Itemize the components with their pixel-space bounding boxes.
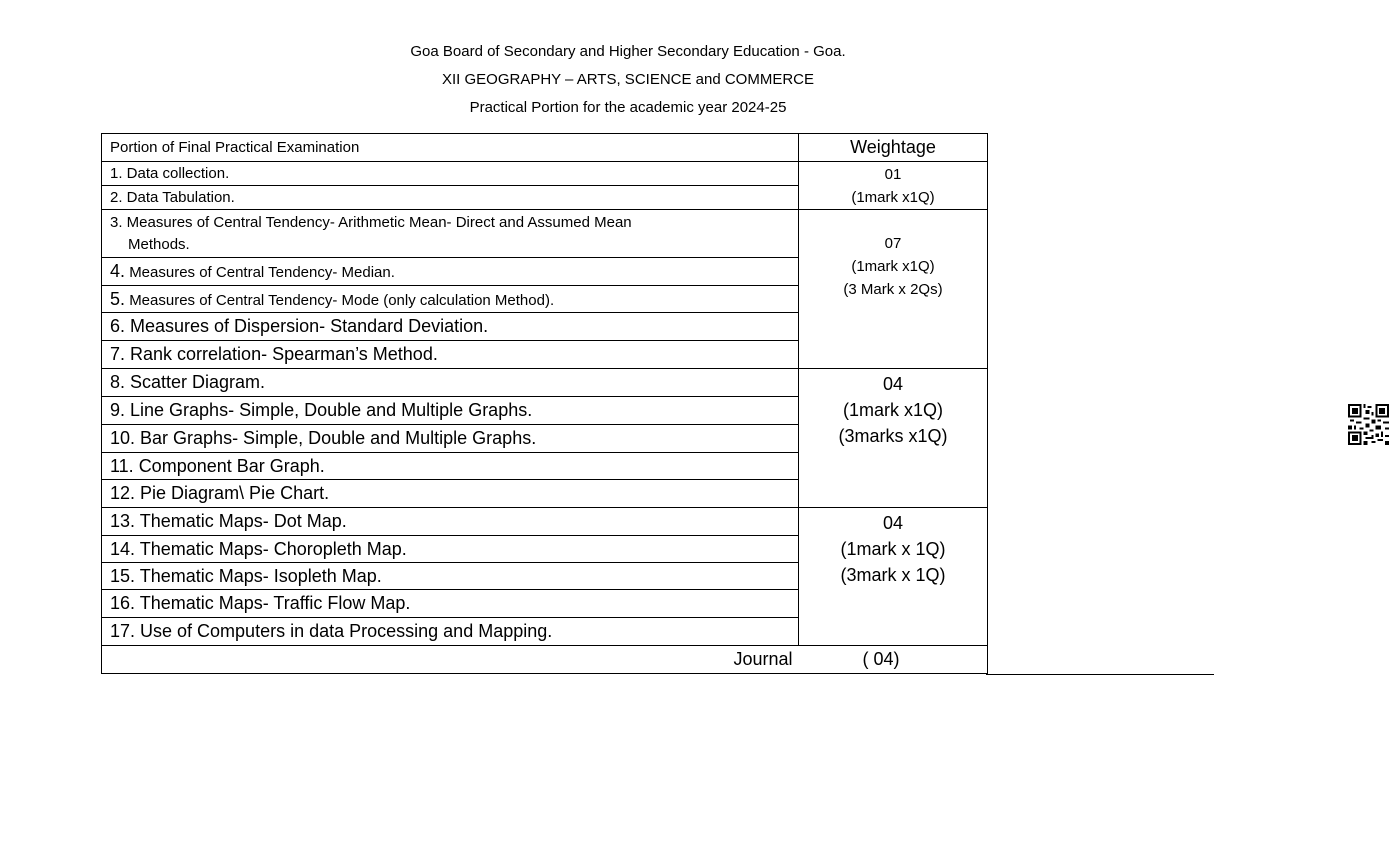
portion-item: 17. Use of Computers in data Processing and Mapping. <box>102 618 799 646</box>
portion-item: 10. Bar Graphs- Simple, Double and Multiple Graphs. <box>102 425 799 453</box>
portion-item: 1. Data collection. <box>102 162 799 186</box>
portion-item: 11. Component Bar Graph. <box>102 453 799 480</box>
portion-item-line: Methods. <box>128 235 190 253</box>
divider-line <box>986 674 1214 675</box>
weightage-marks: 01 <box>884 165 902 183</box>
document-header <box>0 38 1256 122</box>
portion-header: Portion of Final Practical Examination <box>102 134 799 162</box>
weightage-detail: (1mark x 1Q) <box>840 539 946 559</box>
weightage-cell <box>799 508 988 646</box>
weightage-cell <box>799 369 988 508</box>
qr-code-icon <box>1348 404 1389 445</box>
portion-item: 9. Line Graphs- Simple, Double and Multiple Graphs. <box>102 397 799 425</box>
weightage-marks: 07 <box>884 235 902 252</box>
table-row <box>102 369 988 397</box>
weightage-detail: (1mark x1Q) <box>842 400 943 420</box>
practical-portion-table <box>101 133 988 674</box>
weightage-marks: 04 <box>882 374 904 394</box>
weightage-detail: (3 Mark x 2Qs) <box>843 281 943 298</box>
board-title: Goa Board of Secondary and Higher Secondary Education - Goa. <box>410 43 846 60</box>
portion-item: 7. Rank correlation- Spearman’s Method. <box>102 341 799 369</box>
portion-item: 2. Data Tabulation. <box>102 186 799 210</box>
portion-item <box>102 286 799 313</box>
weightage-header: Weightage <box>799 134 988 162</box>
item-number: 4. <box>110 261 126 281</box>
portion-item: 13. Thematic Maps- Dot Map. <box>102 508 799 536</box>
portion-item: 8. Scatter Diagram. <box>102 369 799 397</box>
portion-item-line: 3. Measures of Central Tendency- Arithmetic Mean- Direct and Assumed Mean <box>110 213 632 231</box>
table-row <box>102 210 988 258</box>
item-text: Measures of Central Tendency- Median. <box>129 264 395 281</box>
table-row <box>102 162 988 186</box>
weightage-detail: (3mark x 1Q) <box>840 565 946 585</box>
portion-item: 12. Pie Diagram\ Pie Chart. <box>102 480 799 508</box>
table-header-row <box>102 134 988 162</box>
portion-item: 16. Thematic Maps- Traffic Flow Map. <box>102 590 799 618</box>
weightage-marks: 04 <box>882 513 904 533</box>
journal-row <box>102 646 988 674</box>
weightage-detail: (1mark x1Q) <box>851 188 935 206</box>
journal-value: ( 04) <box>799 646 988 674</box>
academic-year-title: Practical Portion for the academic year 2024-25 <box>469 99 787 116</box>
portion-item <box>102 210 799 258</box>
journal-label: Journal <box>102 646 799 674</box>
weightage-detail: (3marks x1Q) <box>838 426 948 446</box>
portion-item: 6. Measures of Dispersion- Standard Deviation. <box>102 313 799 341</box>
subject-title: XII GEOGRAPHY – ARTS, SCIENCE and COMMERCE <box>441 71 815 88</box>
weightage-detail: (1mark x1Q) <box>851 258 935 275</box>
portion-item: 15. Thematic Maps- Isopleth Map. <box>102 563 799 590</box>
table-row <box>102 508 988 536</box>
item-number: 5. <box>110 288 126 309</box>
portion-item <box>102 258 799 286</box>
portion-item: 14. Thematic Maps- Choropleth Map. <box>102 536 799 563</box>
weightage-cell <box>799 210 988 369</box>
weightage-cell <box>799 162 988 210</box>
item-text: Measures of Central Tendency- Mode (only calculation Method). <box>129 291 555 309</box>
